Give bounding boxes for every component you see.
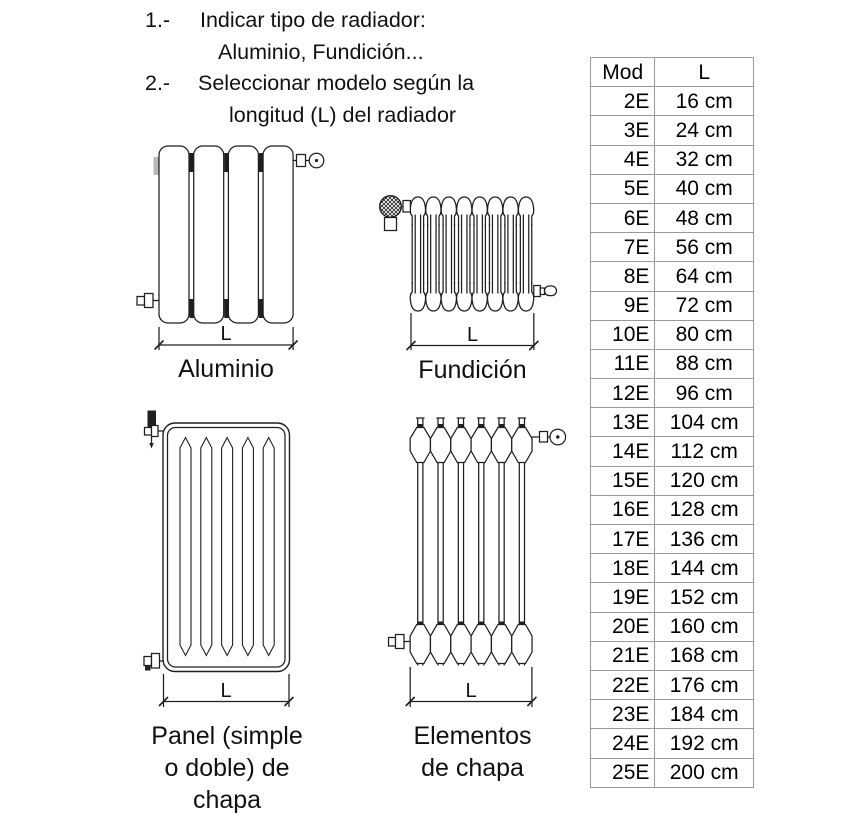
- table-header-mod: Mod: [591, 58, 655, 87]
- model-cell: 4E: [591, 145, 655, 174]
- fundicion-dimension-label: L: [466, 324, 479, 346]
- length-cell: 184 cm: [655, 700, 754, 729]
- table-row: [591, 729, 754, 758]
- instruction-line: Aluminio, Fundición...: [218, 40, 424, 64]
- table-row: [591, 758, 754, 787]
- instruction-step-number: 2.-: [145, 71, 171, 95]
- length-cell: 80 cm: [655, 320, 754, 349]
- length-cell: 200 cm: [655, 758, 754, 787]
- length-cell: 88 cm: [655, 349, 754, 378]
- length-cell: 72 cm: [655, 291, 754, 320]
- valve-icon: [145, 411, 164, 449]
- model-cell: 15E: [591, 466, 655, 495]
- instruction-step-number: 1.-: [145, 8, 171, 32]
- table-row: [591, 554, 754, 583]
- elementos-dimension-label: L: [465, 680, 477, 702]
- fundicion-caption: Fundición: [418, 356, 527, 384]
- model-cell: 6E: [591, 203, 655, 232]
- length-cell: 160 cm: [655, 612, 754, 641]
- instruction-line: Indicar tipo de radiador:: [200, 8, 426, 32]
- panel-dimension-label: L: [220, 680, 232, 702]
- model-cell: 5E: [591, 174, 655, 203]
- table-row: [591, 262, 754, 291]
- aluminio-dimension-label: L: [220, 323, 232, 345]
- length-cell: 168 cm: [655, 641, 754, 670]
- model-cell: 19E: [591, 583, 655, 612]
- table-row: [591, 349, 754, 378]
- model-cell: 3E: [591, 116, 655, 145]
- panel-caption: [131, 720, 323, 816]
- thermostatic-valve-icon: [380, 196, 403, 231]
- valve-icon: [144, 654, 164, 671]
- elementos-caption-line: de chapa: [421, 754, 524, 782]
- length-cell: 56 cm: [655, 233, 754, 262]
- model-cell: 11E: [591, 349, 655, 378]
- table-row: [591, 466, 754, 495]
- valve-icon: [309, 153, 324, 168]
- valve-icon: [532, 429, 566, 445]
- length-cell: 192 cm: [655, 729, 754, 758]
- length-cell: 144 cm: [655, 554, 754, 583]
- model-cell: 18E: [591, 554, 655, 583]
- model-cell: 22E: [591, 670, 655, 699]
- model-cell: 16E: [591, 495, 655, 524]
- table-row: [591, 87, 754, 116]
- model-cell: 14E: [591, 437, 655, 466]
- length-cell: 16 cm: [655, 87, 754, 116]
- table-row: [591, 700, 754, 729]
- model-table-body: [591, 87, 754, 788]
- length-cell: 104 cm: [655, 408, 754, 437]
- table-header-row: [591, 58, 754, 87]
- table-row: [591, 641, 754, 670]
- length-cell: 152 cm: [655, 583, 754, 612]
- table-row: [591, 203, 754, 232]
- table-row: [591, 379, 754, 408]
- model-cell: 7E: [591, 233, 655, 262]
- table-row: [591, 233, 754, 262]
- model-cell: 20E: [591, 612, 655, 641]
- valve-icon: [389, 635, 411, 649]
- table-row: [591, 320, 754, 349]
- valve-icon: [137, 294, 159, 308]
- panel-drawing: [144, 411, 294, 708]
- length-cell: 120 cm: [655, 466, 754, 495]
- length-cell: 128 cm: [655, 495, 754, 524]
- length-cell: 40 cm: [655, 174, 754, 203]
- model-cell: 24E: [591, 729, 655, 758]
- panel-caption-line: chapa: [192, 786, 262, 814]
- length-cell: 24 cm: [655, 116, 754, 145]
- length-cell: 32 cm: [655, 145, 754, 174]
- table-row: [591, 145, 754, 174]
- model-cell: 10E: [591, 320, 655, 349]
- instruction-line: longitud (L) del radiador: [229, 103, 457, 127]
- panel-caption-line: o doble) de: [164, 754, 290, 782]
- table-row: [591, 495, 754, 524]
- aluminio-drawing: [137, 146, 324, 350]
- model-cell: 25E: [591, 758, 655, 787]
- elementos-drawing: [389, 418, 566, 707]
- valve-icon: [540, 286, 556, 296]
- length-cell: 48 cm: [655, 203, 754, 232]
- table-row: [591, 116, 754, 145]
- model-cell: 8E: [591, 262, 655, 291]
- model-cell: 23E: [591, 700, 655, 729]
- table-row: [591, 612, 754, 641]
- table-row: [591, 525, 754, 554]
- model-cell: 21E: [591, 641, 655, 670]
- model-cell: 12E: [591, 379, 655, 408]
- table-row: [591, 437, 754, 466]
- table-row: [591, 583, 754, 612]
- model-cell: 2E: [591, 87, 655, 116]
- model-cell: 13E: [591, 408, 655, 437]
- table-row: [591, 670, 754, 699]
- length-cell: 112 cm: [655, 437, 754, 466]
- length-cell: 176 cm: [655, 670, 754, 699]
- aluminio-caption: Aluminio: [178, 355, 274, 383]
- length-cell: 136 cm: [655, 525, 754, 554]
- elementos-caption: [380, 720, 565, 784]
- model-cell: 17E: [591, 525, 655, 554]
- table-header-length: L: [655, 58, 754, 87]
- table-row: [591, 408, 754, 437]
- model-cell: 9E: [591, 291, 655, 320]
- elementos-caption-line: Elementos: [413, 722, 532, 750]
- instruction-line: Seleccionar modelo según la: [198, 71, 475, 95]
- model-table: [590, 57, 754, 788]
- table-row: [591, 174, 754, 203]
- length-cell: 96 cm: [655, 379, 754, 408]
- length-cell: 64 cm: [655, 262, 754, 291]
- panel-caption-line: Panel (simple: [151, 722, 303, 750]
- table-row: [591, 291, 754, 320]
